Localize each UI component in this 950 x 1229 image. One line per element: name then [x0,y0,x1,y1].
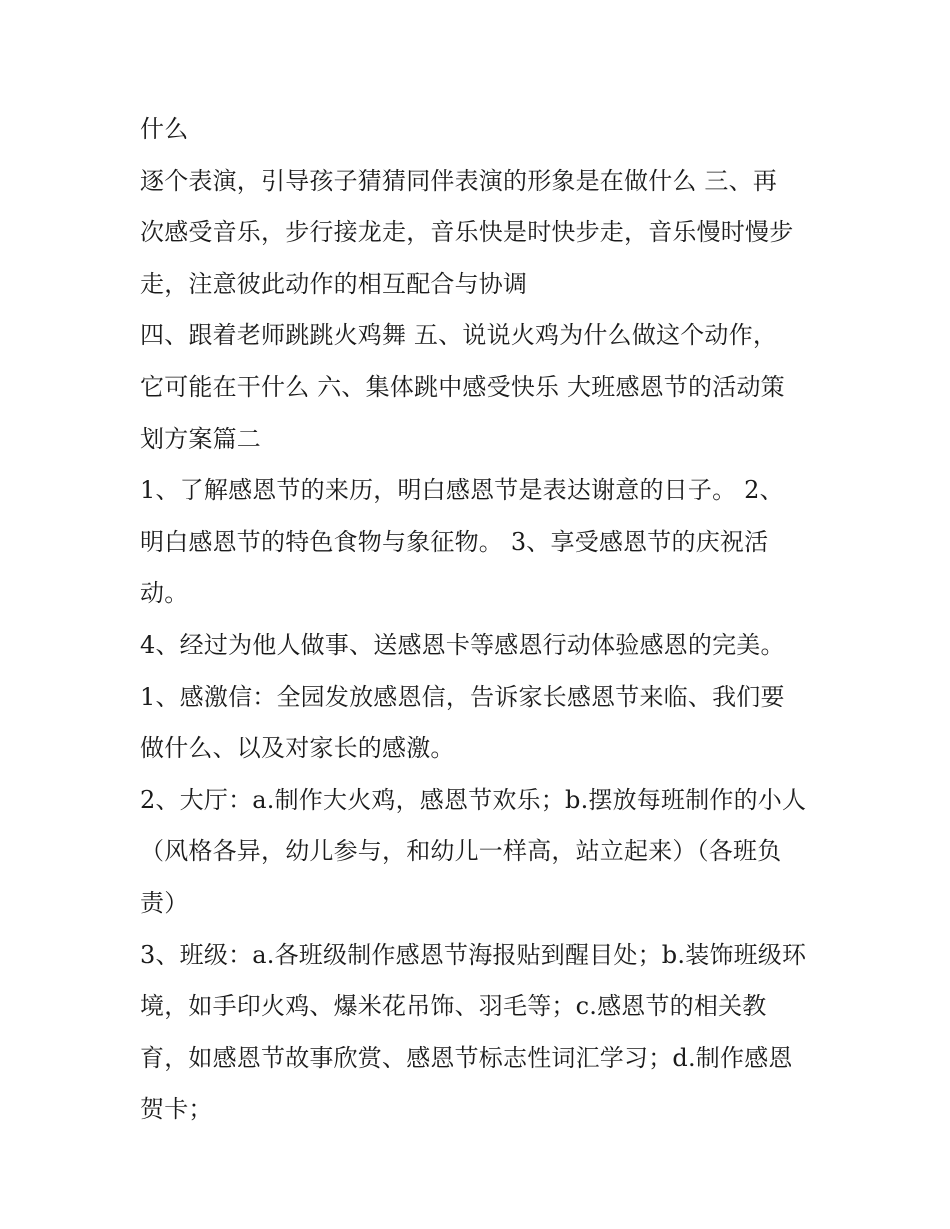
text-line: 走，注意彼此动作的相互配合与协调 [140,269,528,298]
text-line: 次感受音乐，步行接龙走，音乐快是时快步走，音乐慢时慢步 [140,218,794,247]
text-line: 1、了解感恩节的来历，明白感恩节是表达谢意的日子。 2、 [140,476,784,505]
text-line: 育，如感恩节故事欣赏、感恩节标志性词汇学习；d.制作感恩 [140,1043,793,1072]
text-line: 境，如手印火鸡、爆米花吊饰、羽毛等；c.感恩节的相关教 [140,992,767,1021]
text-line: 4、经过为他人做事、送感恩卡等感恩行动体验感恩的完美。 [140,630,785,659]
text-line: 贺卡； [140,1095,213,1124]
text-line: 动。 [140,579,189,608]
text-line: 划方案篇二 [140,424,261,453]
text-line: 它可能在干什么 六、集体跳中感受快乐 大班感恩节的活动策 [140,372,785,401]
text-line: 3、班级：a.各班级制作感恩节海报贴到醒目处；b.装饰班级环 [140,940,807,969]
document-body [140,104,820,1136]
text-line: 四、跟着老师跳跳火鸡舞 五、说说火鸡为什么做这个动作， [140,321,778,350]
text-line: 逐个表演，引导孩子猜猜同伴表演的形象是在做什么 三、再 [140,166,778,195]
text-line: 做什么、以及对家长的感激。 [140,734,455,763]
text-line: 1、感激信：全园发放感恩信，告诉家长感恩节来临、我们要 [140,682,785,711]
text-line: 2、大厅：a.制作大火鸡，感恩节欢乐；b.摆放每班制作的小人 [140,785,807,814]
text-line: （风格各异，幼儿参与，和幼儿一样高，站立起来）（各班负 [140,837,782,866]
text-line: 明白感恩节的特色食物与象征物。 3、享受感恩节的庆祝活 [140,527,769,556]
text-line: 什么 [140,115,189,143]
text-line: 责） [140,888,189,917]
